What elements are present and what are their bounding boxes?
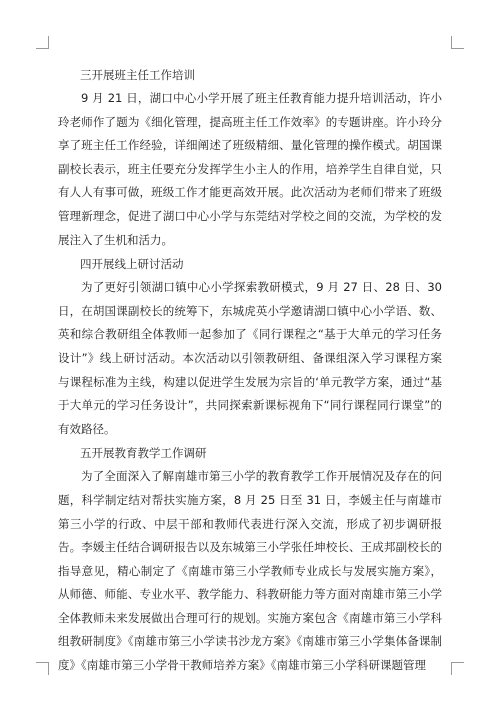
document-page	[58, 64, 442, 678]
crop-mark-bottom-left	[36, 662, 49, 675]
section-paragraph: 为了全面深入了解南雄市第三小学的教育教学工作开展情况及存在的问题，科学制定结对帮扶实施方案，8 月 25 日至 31 日，李媛主任与南雄市第三小学的行政、中层干部和教师代表进行深入交流，形成了初步调研报告。李媛主任结合调研报告以及东城第三小学张任坤校长、王成邦副校长的指导意见，精心制定了《南雄市第三小学教师专业成长与发展实施方案》，从师德、师能、专业水平、教学能力、科教研能力等方面对南雄市第三小学全体教师未来发展做出合理可行的规划。实施方案包含《南雄市第三小学科组教研制度》《南雄市第三小学读书沙龙方案》《南雄市第三小学集体备课制度》《南雄市第三小学骨干教师培养方案》《南雄市第三小学科研课题管理	[58, 469, 442, 673]
section-heading: 四开展线上研讨活动	[80, 257, 184, 272]
section-class-teacher-training	[58, 64, 442, 252]
crop-mark-bottom-right	[451, 662, 464, 675]
section-heading: 五开展教育教学工作调研	[80, 446, 207, 461]
section-online-seminar	[58, 253, 442, 441]
section-teaching-research	[58, 442, 442, 677]
section-paragraph: 9 月 21 日，湖口中心小学开展了班主任教育能力提升培训活动，许小玲老师作了题为《细化管理，提高班主任工作效率》的专题讲座。许小玲分享了班主任工作经验，详细阐述了班级精细、量化管理的操作模式。胡国课副校长表示，班主任要充分发挥学生小主人的作用，培养学生自律自觉，只有人人有事可做，班级工作才能更高效开展。此次活动为老师们带来了班级管理新理念，促进了湖口中心小学与东莞结对学校之间的交流，为学校的发展注入了生机和活力。	[58, 91, 442, 247]
crop-mark-top-right	[451, 36, 464, 49]
section-paragraph: 为了更好引领湖口镇中心小学探索教研模式，9 月 27 日、28 日、30 日，在胡国课副校长的统筹下，东城虎英小学邀请湖口镇中心小学语、数、英和综合教研组全体教师一起参加了《同行课程之“基于大单元的学习任务设计”》线上研讨活动。本次活动以引领教研组、备课组深入学习课程方案与课程标准为主线，构建以促进学生发展为宗旨的‘单元教学方案，通过“基于大单元的学习任务设计”，共同探索新课标视角下“同行课程同行课堂”的有效路径。	[58, 280, 442, 436]
section-heading: 三开展班主任工作培训	[80, 68, 195, 82]
crop-mark-top-left	[36, 36, 49, 49]
